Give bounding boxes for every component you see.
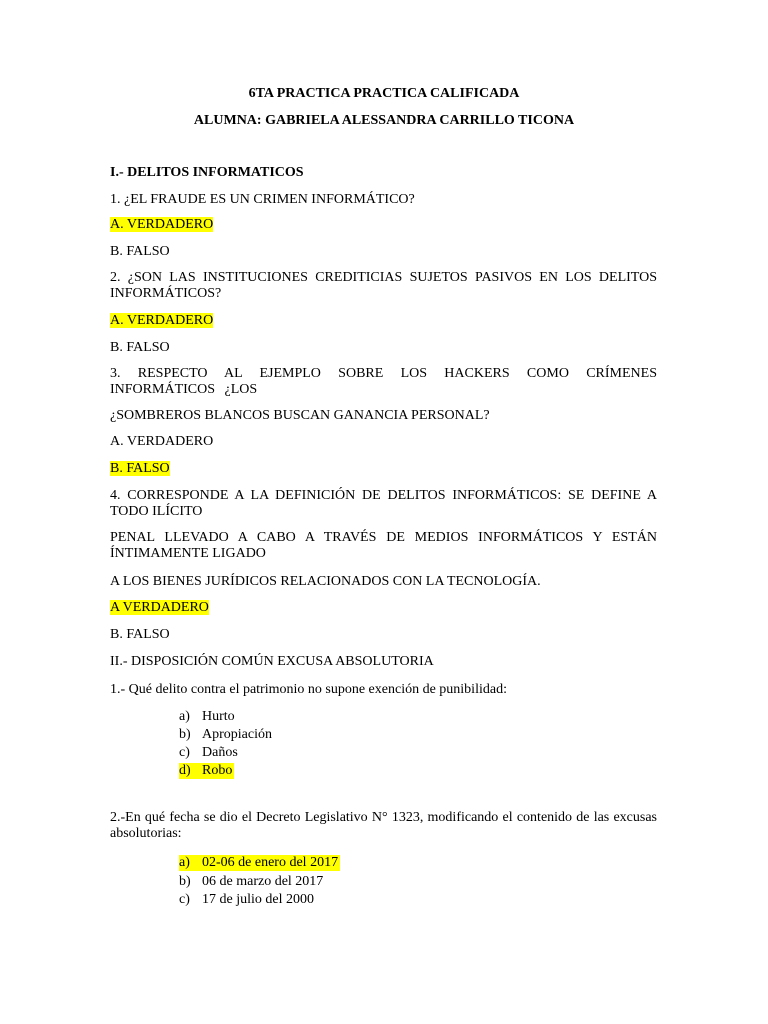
- s1-q3-answer-b: B. FALSO: [110, 461, 170, 476]
- s1-q1-answer-a: A. VERDADERO: [110, 217, 214, 232]
- s1-q4-text-2: PENAL LLEVADO A CABO A TRAVÉS DE MEDIOS INFORMÁTICOS Y ESTÁN ÍNTIMAMENTE LIGADO: [110, 530, 657, 561]
- s2-q1-answer-d: d) Robo: [179, 763, 233, 778]
- s1-q3-option-a: A. VERDADERO: [110, 434, 214, 449]
- s1-q2-answer-a: A. VERDADERO: [110, 313, 214, 328]
- s2-q1-option-a: a) Hurto: [179, 709, 235, 724]
- s1-q4-text: 4. CORRESPONDE A LA DEFINICIÓN DE DELITOS INFORMÁTICOS: SE DEFINE A TODO ILÍCITO: [110, 488, 657, 519]
- s1-q2-option-b: B. FALSO: [110, 340, 170, 355]
- s2-q2-option-c: c) 17 de julio del 2000: [179, 892, 314, 907]
- section1-heading: I.- DELITOS INFORMATICOS: [110, 165, 304, 180]
- s1-q3-text: 3. RESPECTO AL EJEMPLO SOBRE LOS HACKERS COMO CRÍMENES INFORMÁTICOS ¿LOS: [110, 366, 657, 397]
- student-name: ALUMNA: GABRIELA ALESSANDRA CARRILLO TICONA: [193, 113, 575, 128]
- s1-q4-answer-a: A VERDADERO: [110, 600, 209, 615]
- s2-q2-option-b: b) 06 de marzo del 2017: [179, 874, 324, 889]
- s2-q2-answer-a: a) 02-06 de enero del 2017: [179, 855, 339, 870]
- s1-q1-text: 1. ¿EL FRAUDE ES UN CRIMEN INFORMÁTICO?: [110, 192, 415, 207]
- s1-q4-option-b: B. FALSO: [110, 627, 170, 642]
- s2-q1-text: 1.- Qué delito contra el patrimonio no supone exención de punibilidad:: [110, 682, 507, 697]
- s2-q2-text: 2.-En qué fecha se dio el Decreto Legislativo N° 1323, modificando el contenido de las excusas absolutorias:: [110, 810, 657, 841]
- s2-q1-option-c: c) Daños: [179, 745, 238, 760]
- s1-q4-text-3: A LOS BIENES JURÍDICOS RELACIONADOS CON LA TECNOLOGÍA.: [110, 574, 541, 589]
- section2-heading: II.- DISPOSICIÓN COMÚN EXCUSA ABSOLUTORIA: [110, 654, 434, 669]
- s1-q3-text-2: ¿SOMBREROS BLANCOS BUSCAN GANANCIA PERSONAL?: [110, 408, 490, 423]
- s2-q1-option-b: b) Apropiación: [179, 727, 272, 742]
- s1-q2-text: 2. ¿SON LAS INSTITUCIONES CREDITICIAS SUJETOS PASIVOS EN LOS DELITOS INFORMÁTICOS?: [110, 270, 657, 301]
- document-title: 6TA PRACTICA PRACTICA CALIFICADA: [248, 86, 520, 101]
- s1-q1-option-b: B. FALSO: [110, 244, 170, 259]
